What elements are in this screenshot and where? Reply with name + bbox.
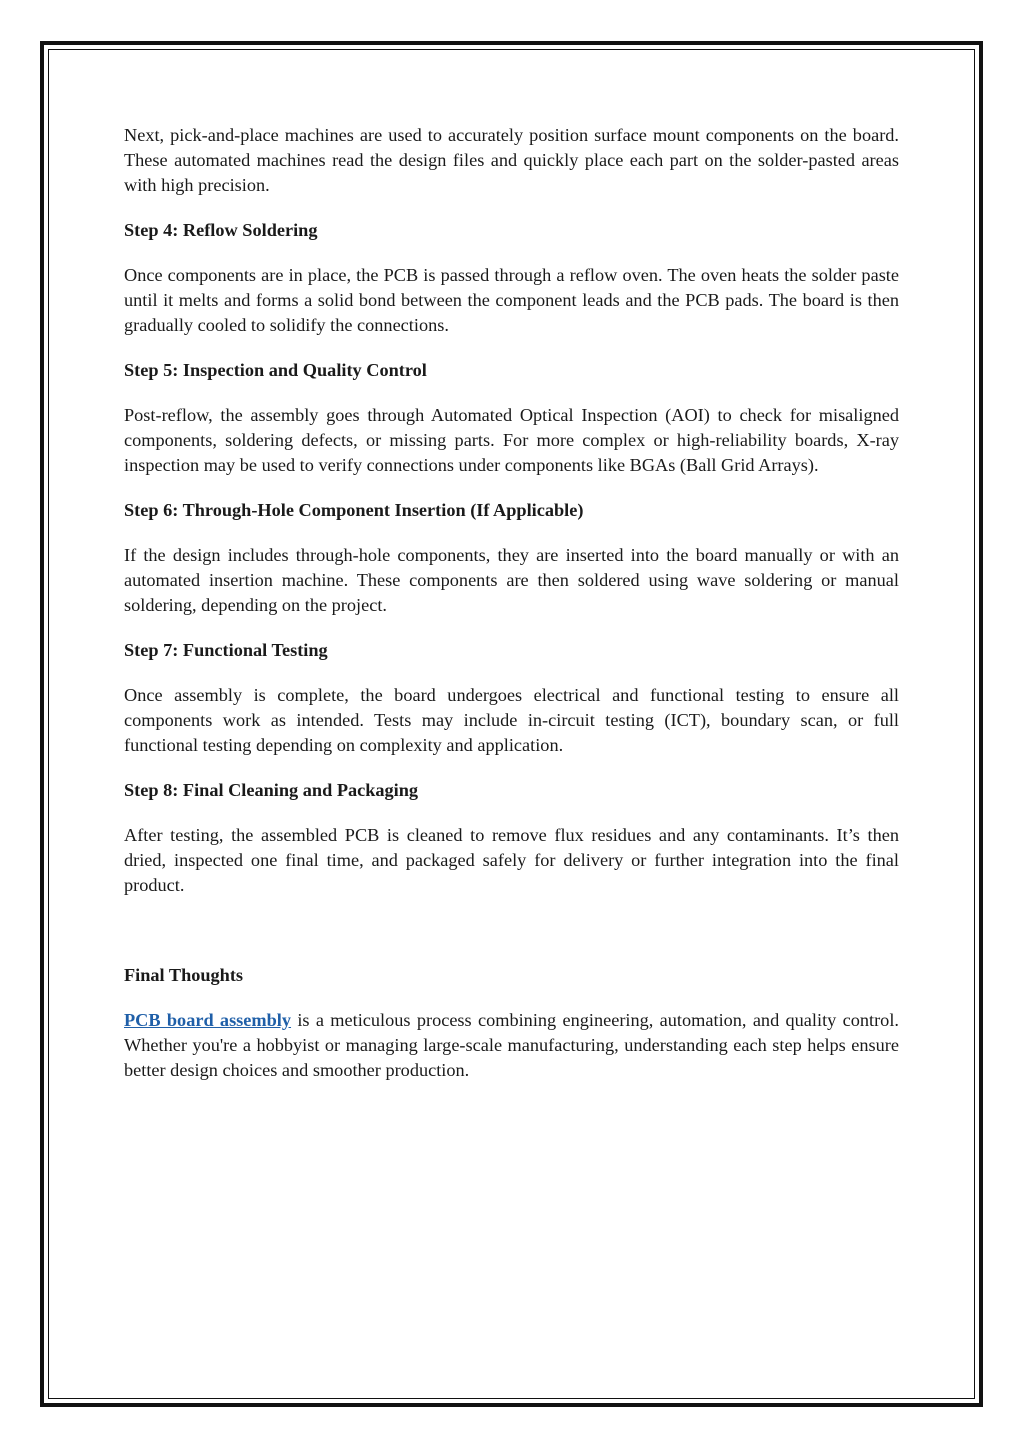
- step-6-body: If the design includes through-hole components, they are inserted into the board manually or with an automated insertion machine. These components are then soldered using wave soldering or manual soldering, depending on the project.: [124, 545, 899, 615]
- step-4-body: Once components are in place, the PCB is passed through a reflow oven. The oven heats the solder paste until it melts and forms a solid bond between the component leads and the PCB pads. The board is then gradually cooled to solidify the connections.: [124, 265, 899, 335]
- final-thoughts-text: is a meticulous process combining engineering, automation, and quality control. Whether you're a hobbyist or managing large-scale manufacturing, understanding each step helps ensure better design choices and smoother production.: [124, 1010, 899, 1080]
- pcb-board-assembly-link[interactable]: PCB board assembly: [124, 1010, 292, 1030]
- step-7-heading: Step 7: Functional Testing: [124, 640, 328, 660]
- final-thoughts-body: [124, 1008, 899, 1083]
- step-5-body: Post-reflow, the assembly goes through Automated Optical Inspection (AOI) to check for misaligned components, soldering defects, or missing parts. For more complex or high-reliability boards, X-ray inspection may be used to verify connections under components like BGAs (Ball Grid Arrays).: [124, 405, 899, 475]
- section-spacer: [124, 918, 899, 963]
- final-thoughts-heading: Final Thoughts: [124, 965, 244, 985]
- step-7-body: Once assembly is complete, the board undergoes electrical and functional testing to ensure all components work as intended. Tests may include in-circuit testing (ICT), boundary scan, or full functional testing depending on complexity and application.: [124, 685, 899, 755]
- step-5-heading: Step 5: Inspection and Quality Control: [124, 360, 427, 380]
- step-6-heading: Step 6: Through-Hole Component Insertion (If Applicable): [124, 500, 584, 520]
- step-8-heading: Step 8: Final Cleaning and Packaging: [124, 780, 419, 800]
- step-4-heading: Step 4: Reflow Soldering: [124, 220, 318, 240]
- intro-paragraph: Next, pick-and-place machines are used to accurately position surface mount components on the board. These automated machines read the design files and quickly place each part on the solder-pasted areas with high precision.: [124, 125, 899, 195]
- document-body: [124, 123, 899, 1103]
- step-8-body: After testing, the assembled PCB is cleaned to remove flux residues and any contaminants. It’s then dried, inspected one final time, and packaged safely for delivery or further integration into the final product.: [124, 825, 899, 895]
